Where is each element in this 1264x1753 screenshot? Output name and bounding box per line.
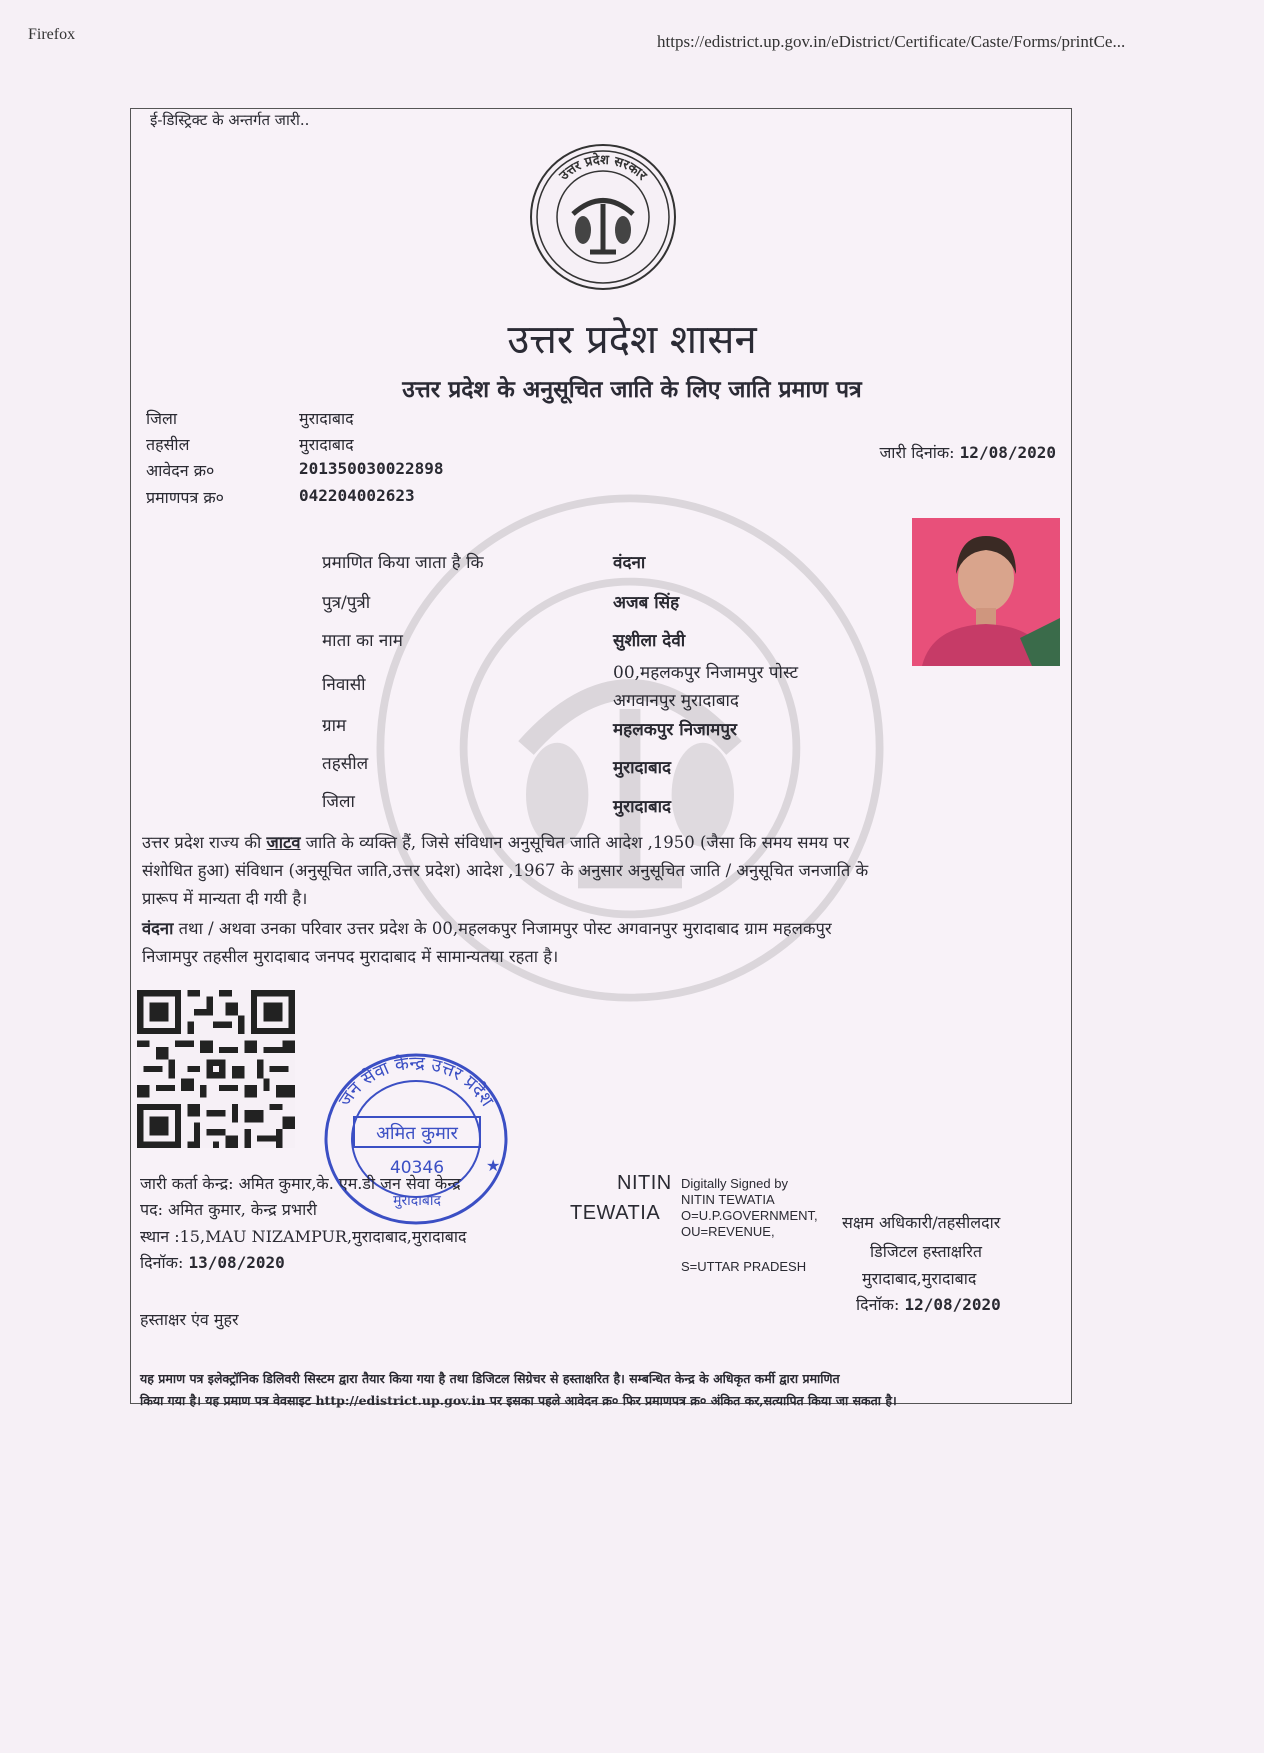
district-row-value: मुरादाबाद xyxy=(613,797,672,817)
up-government-emblem-icon xyxy=(528,142,678,292)
issued-under-text: ई-डिस्ट्रिक्ट के अन्तर्गत जारी.. xyxy=(150,111,310,129)
issuing-centre: जारी कर्ता केन्द्र: अमित कुमार,के. एम.डी जन सेवा केन्द्र xyxy=(140,1174,461,1193)
emblem-ring-text: उत्तर प्रदेश सरकार xyxy=(556,152,650,184)
parent-label: पुत्र/पुत्री xyxy=(322,593,371,613)
authority-date: दिनॉक: 12/08/2020 xyxy=(856,1295,1001,1314)
application-no-value: 201350030022898 xyxy=(299,459,444,478)
seva-kendra-stamp xyxy=(318,1045,514,1233)
digital-signature-state: S=UTTAR PRADESH xyxy=(681,1259,807,1274)
tehsil-label: तहसील xyxy=(146,435,190,454)
certificate-title: उत्तर प्रदेश के अनुसूचित जाति के लिए जाति प्रमाण पत्र xyxy=(402,376,862,403)
caste-statement-paragraph: उत्तर प्रदेश राज्य की जाटव जाति के व्यक्ति हैं, जिसे संविधान अनुसूचित जाति आदेश ,1950 (जैसा कि समय समय पर संशोधित हुआ) संविधान (अनुसूचित जाति,उत्तर प्रदेश) आदेश ,1967 के अनुसार अनुसूचित जाति / अनुसूचित जनजाति के प्रारूप में मान्यता दी गयी है। xyxy=(142,833,869,908)
stamp-code: 40346 xyxy=(389,1158,445,1178)
issuer-date: दिनॉक: 13/08/2020 xyxy=(140,1253,285,1272)
tehsil-value: मुरादाबाद xyxy=(299,435,354,454)
resident-address-line2: अगवानपुर मुरादाबाद xyxy=(613,691,739,711)
applicant-photo xyxy=(912,518,1060,666)
issue-date: जारी दिनांक: 12/08/2020 xyxy=(879,443,1056,462)
page-url: https://edistrict.up.gov.in/eDistrict/Certificate/Caste/Forms/printCe... xyxy=(657,32,1126,51)
government-title: उत्तर प्रदेश शासन xyxy=(507,317,757,363)
mother-name: सुशीला देवी xyxy=(613,631,686,651)
authority-title: सक्षम अधिकारी/तहसीलदार xyxy=(842,1213,1001,1232)
certificate-no-label: प्रमाणपत्र क्र० xyxy=(146,488,224,507)
digital-signer-first-name: NITIN xyxy=(617,1172,672,1194)
verification-note: यह प्रमाण पत्र इलेक्ट्रॉनिक डिलिवरी सिस्टम द्वारा तैयार किया गया है तथा डिजिटल सिग्रेचर से हस्ताक्षरित है। सम्बन्धित केन्द्र के अधिकृत कर्मी द्वारा प्रमाणित किया गया है। यह प्रमाण पत्र वेवसाइट http://edistrict.up.gov.in पर इसका पहले आवेदन क्र० फिर प्रमाणपत्र क्र० अंकित कर,सत्यापित किया जा सकता है। xyxy=(140,1371,897,1408)
father-name: अजब सिंह xyxy=(613,593,680,613)
resident-name: वंदना xyxy=(142,919,174,938)
application-no-label: आवेदन क्र० xyxy=(146,461,215,480)
issuer-place: स्थान :15,MAU NIZAMPUR,मुरादाबाद,मुरादाबाद xyxy=(140,1227,467,1246)
browser-name: Firefox xyxy=(28,26,76,43)
residence-statement-paragraph: वंदना तथा / अथवा उनका परिवार उत्तर प्रदेश के 00,महलकपुर निजामपुर पोस्ट अगवानपुर मुरादाबाद ग्राम महलकपुर निजामपुर तहसील मुरादाबाद जनपद मुरादाबाद में सामान्यतया रहता है। xyxy=(142,919,832,966)
stamp-ring-text: जन सेवा केन्द्र उत्तर प्रदेश xyxy=(334,1052,498,1111)
digitally-signed-label: डिजिटल हस्ताक्षरित xyxy=(870,1242,982,1261)
village-label: ग्राम xyxy=(322,716,347,736)
digital-signature-details: Digitally Signed by NITIN TEWATIA O=U.P.GOVERNMENT, OU=REVENUE, xyxy=(681,1176,818,1239)
district-label: जिला xyxy=(146,409,178,428)
district-row-label: जिला xyxy=(322,792,355,812)
issuer-post: पद: अमित कुमार, केन्द्र प्रभारी xyxy=(140,1200,317,1219)
resident-address-line1: 00,महलकपुर निजामपुर पोस्ट xyxy=(613,663,799,683)
stamp-bottom-text: मुरादाबाद xyxy=(393,1193,441,1209)
tehsil-row-value: मुरादाबाद xyxy=(613,758,672,778)
caste-name: जाटव xyxy=(266,833,301,852)
star-icon: ★ xyxy=(486,1156,501,1175)
authority-place: मुरादाबाद,मुरादाबाद xyxy=(862,1269,977,1288)
stamp-name: अमित कुमार xyxy=(376,1123,458,1144)
applicant-name: वंदना xyxy=(613,553,646,573)
village-value: महलकपुर निजामपुर xyxy=(613,720,737,740)
mother-label: माता का नाम xyxy=(322,631,403,651)
certificate-no-value: 042204002623 xyxy=(299,486,415,505)
district-value: मुरादाबाद xyxy=(299,409,354,428)
digital-signer-last-name: TEWATIA xyxy=(570,1202,661,1224)
signature-seal-label: हस्ताक्षर एंव मुहर xyxy=(140,1310,239,1329)
verification-qr-code xyxy=(137,990,295,1148)
tehsil-row-label: तहसील xyxy=(322,754,369,774)
certify-label: प्रमाणित किया जाता है कि xyxy=(322,553,484,573)
resident-label: निवासी xyxy=(322,675,366,695)
